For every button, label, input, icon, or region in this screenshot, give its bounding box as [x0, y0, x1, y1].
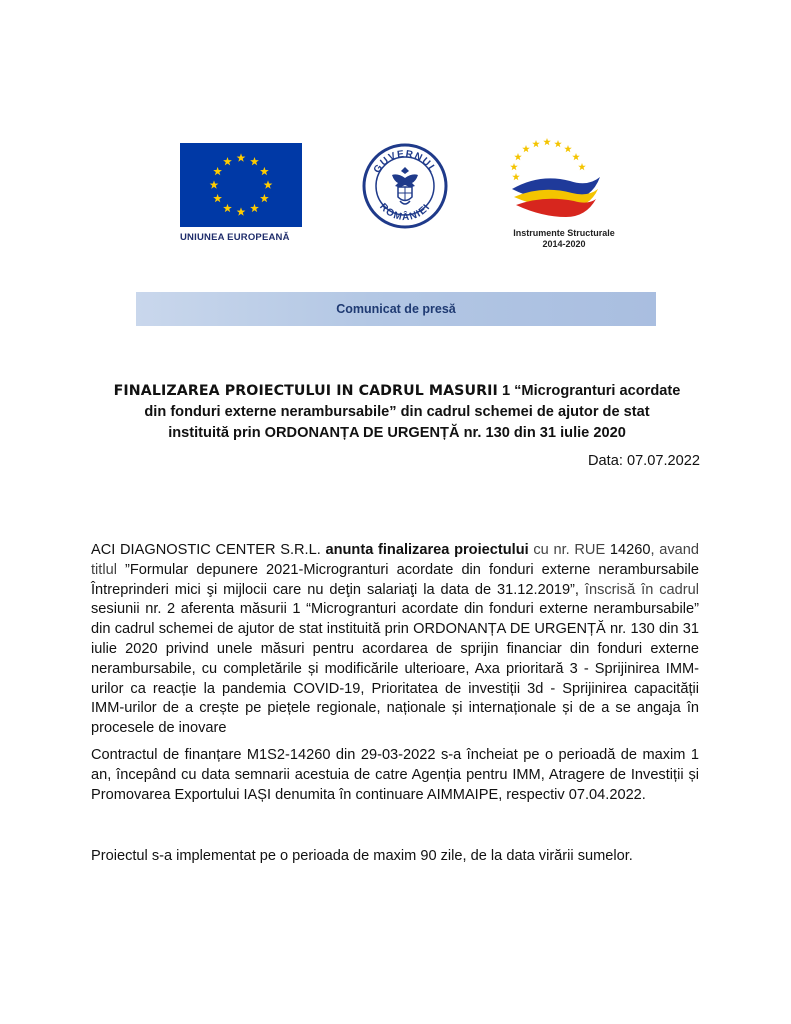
p1-segment-a: cu nr. RUE [528, 542, 610, 558]
is-star-icon [578, 163, 586, 170]
title-line2: din fonduri externe nerambursabile” din cadrul schemei de ajutor de stat [144, 404, 650, 420]
is-star-icon [532, 140, 540, 147]
eu-star-icon [237, 207, 246, 215]
eu-star-icon [213, 167, 222, 175]
is-star-icon [514, 153, 522, 160]
company-name: ACI DIAGNOSTIC CENTER S.R.L. [91, 542, 326, 558]
paragraph-announcement [91, 541, 699, 739]
eu-star-icon [264, 180, 273, 188]
eu-star-icon [250, 204, 259, 212]
instrumente-structurale-logo [500, 137, 628, 271]
eu-caption: UNIUNEA EUROPEANĂ [180, 232, 290, 243]
is-star-icon [572, 153, 580, 160]
eu-logo [180, 143, 302, 247]
is-caption-line2: 2014-2020 [542, 239, 586, 249]
press-release-band [136, 292, 656, 326]
eu-star-icon [223, 204, 232, 212]
announce-text: anunta finalizarea proiectului [325, 542, 529, 558]
romanian-government-logo [362, 143, 448, 229]
gov-text-bottom: ROMÂNIEI [377, 201, 433, 224]
press-release-label: Comunicat de presă [336, 302, 456, 316]
eu-star-icon [260, 167, 269, 175]
eu-star-icon [213, 194, 222, 202]
document-date: Data: 07.07.2022 [588, 453, 700, 469]
is-caption-line1: Instrumente Structurale [513, 228, 615, 238]
gov-text-top: GUVERNUL [371, 148, 439, 176]
title-rest-line1: 1 “Microgranturi acordate [497, 383, 681, 399]
is-star-icon [522, 145, 530, 152]
is-star-icon [564, 145, 572, 152]
p1-segment-d: ”Formular depunere 2021-Microgranturi acordate din fonduri externe nerambursabile Întreprinderi mici şi mijlocii care nu deţin salariaţi la data de 31.12.2019”, [91, 561, 699, 598]
title-lead: FINALIZAREA PROIECTULUI IN CADRUL MASURII [113, 383, 498, 399]
eu-star-icon [250, 157, 259, 165]
structural-instruments-icon [500, 137, 628, 227]
p1-segment-f: sesiunii nr. 2 aferenta măsurii 1 “Microgranturi acordate din fonduri externe nerambursabile” din cadrul schemei de ajutor de stat instituită prin ORDONANȚA DE URGENȚĂ nr. 130 din 31 iulie 2020 privind unele măsuri pentru acordarea de sprijin financiar din fonduri externe nerambursabile, cu completările și modificările ulterioare, Axa prioritară 3 - Sprijinirea IMM-urilor ca reacție la pandemia COVID-19, Prioritatea de investiții 3d - Sprijinirea capacității IMM-urilor de a crește pe piețele regionale, naționale și internaționale și de a se angaja în procesele de inovare [91, 601, 699, 737]
eu-flag-icon [180, 143, 302, 227]
eu-star-icon [210, 180, 219, 188]
is-star-icon [554, 140, 562, 147]
eu-star-icon [237, 153, 246, 161]
is-star-icon [510, 163, 518, 170]
p1-segment-e: înscrisă în cadrul [584, 581, 700, 598]
eu-star-icon [260, 194, 269, 202]
p1-segment-b: 14260 [609, 542, 651, 558]
paragraph-implementation: Proiectul s-a implementat pe o perioada de maxim 90 zile, de la data virării sumelor. [91, 848, 633, 864]
document-title [90, 381, 704, 444]
is-star-icon [512, 173, 520, 180]
paragraph-contract: Contractul de finanțare M1S2-14260 din 29-03-2022 s-a încheiat pe o perioadă de maxim 1 an, începând cu data semnarii acestuia de catre Agenția pentru IMM, Atragere de Investiții și Promovarea Exportului IAȘI denumita în continuare AIMMAIPE, respectiv 07.04.2022. [91, 747, 699, 803]
eu-star-icon [223, 157, 232, 165]
title-line3: instituită prin ORDONANȚA DE URGENȚĂ nr. 130 din 31 iulie 2020 [168, 425, 626, 441]
is-star-icon [543, 138, 551, 145]
p1-segment-c: , avand titlul [91, 542, 700, 578]
